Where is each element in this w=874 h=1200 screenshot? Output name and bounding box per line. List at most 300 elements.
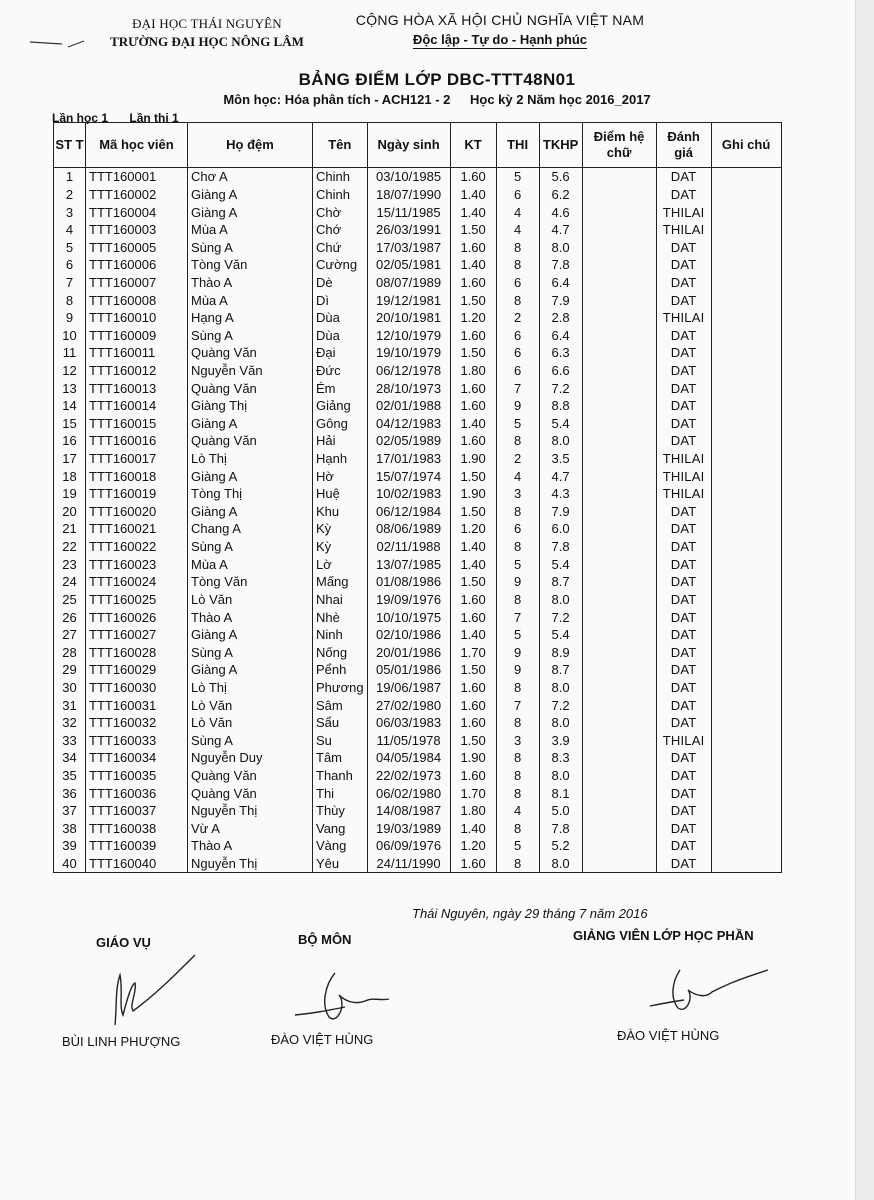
cell-birthdate: 04/05/1984 xyxy=(367,749,450,767)
table-row xyxy=(54,538,782,556)
cell-thi: 6 xyxy=(496,274,539,292)
cell-tkhp: 8.7 xyxy=(539,573,582,591)
cell-student-id: TTT160008 xyxy=(86,291,188,309)
cell-stt: 34 xyxy=(54,749,86,767)
cell-birthdate: 06/12/1984 xyxy=(367,503,450,521)
cell-letter-grade xyxy=(582,626,656,644)
table-row xyxy=(54,696,782,714)
cell-notes xyxy=(711,855,781,873)
cell-kt: 1.40 xyxy=(450,203,496,221)
cell-first-name: Dùa xyxy=(313,309,368,327)
cell-thi: 6 xyxy=(496,186,539,204)
role-department: BỘ MÔN xyxy=(298,932,352,947)
table-row xyxy=(54,309,782,327)
cell-stt: 26 xyxy=(54,608,86,626)
cell-kt: 1.20 xyxy=(450,309,496,327)
cell-stt: 37 xyxy=(54,802,86,820)
cell-letter-grade xyxy=(582,643,656,661)
cell-kt: 1.80 xyxy=(450,362,496,380)
study-attempt: Lần học 1 xyxy=(52,111,109,125)
cell-evaluation: DAT xyxy=(656,591,711,609)
cell-first-name: Hạnh xyxy=(313,450,368,468)
cell-thi: 3 xyxy=(496,485,539,503)
cell-notes xyxy=(711,732,781,750)
cell-middle-name: Giàng Thị xyxy=(188,397,313,415)
cell-birthdate: 27/02/1980 xyxy=(367,696,450,714)
cell-evaluation: DAT xyxy=(656,520,711,538)
table-row xyxy=(54,784,782,802)
cell-stt: 31 xyxy=(54,696,86,714)
cell-stt: 6 xyxy=(54,256,86,274)
cell-first-name: Vàng xyxy=(313,837,368,855)
table-row xyxy=(54,415,782,433)
table-row xyxy=(54,432,782,450)
cell-evaluation: THILAI xyxy=(656,485,711,503)
cell-stt: 14 xyxy=(54,397,86,415)
cell-middle-name: Giàng A xyxy=(188,467,313,485)
col-header-stt: ST T xyxy=(54,123,86,168)
grades-table xyxy=(53,122,782,873)
cell-stt: 36 xyxy=(54,784,86,802)
cell-evaluation: DAT xyxy=(656,186,711,204)
cell-letter-grade xyxy=(582,415,656,433)
cell-evaluation: DAT xyxy=(656,238,711,256)
cell-kt: 1.90 xyxy=(450,749,496,767)
cell-student-id: TTT160004 xyxy=(86,203,188,221)
table-row xyxy=(54,855,782,873)
table-row xyxy=(54,467,782,485)
cell-first-name: Dì xyxy=(313,291,368,309)
table-row xyxy=(54,714,782,732)
cell-birthdate: 22/02/1973 xyxy=(367,767,450,785)
semester-label: Học kỳ 2 Năm học 2016_2017 xyxy=(469,92,651,107)
cell-stt: 13 xyxy=(54,379,86,397)
cell-stt: 27 xyxy=(54,626,86,644)
cell-middle-name: Chang A xyxy=(188,520,313,538)
cell-evaluation: DAT xyxy=(656,679,711,697)
cell-thi: 3 xyxy=(496,732,539,750)
cell-first-name: Pểnh xyxy=(313,661,368,679)
cell-first-name: Su xyxy=(313,732,368,750)
cell-student-id: TTT160013 xyxy=(86,379,188,397)
cell-letter-grade xyxy=(582,573,656,591)
cell-thi: 4 xyxy=(496,221,539,239)
cell-tkhp: 8.3 xyxy=(539,749,582,767)
cell-stt: 32 xyxy=(54,714,86,732)
signature-academic xyxy=(95,945,215,1035)
cell-evaluation: THILAI xyxy=(656,732,711,750)
table-row xyxy=(54,344,782,362)
cell-tkhp: 4.7 xyxy=(539,467,582,485)
cell-first-name: Hờ xyxy=(313,467,368,485)
cell-stt: 24 xyxy=(54,573,86,591)
table-row xyxy=(54,555,782,573)
cell-first-name: Thanh xyxy=(313,767,368,785)
cell-letter-grade xyxy=(582,591,656,609)
cell-kt: 1.90 xyxy=(450,450,496,468)
cell-kt: 1.40 xyxy=(450,186,496,204)
cell-birthdate: 10/02/1983 xyxy=(367,485,450,503)
cell-evaluation: THILAI xyxy=(656,467,711,485)
cell-birthdate: 01/08/1986 xyxy=(367,573,450,591)
cell-first-name: Yêu xyxy=(313,855,368,873)
cell-student-id: TTT160035 xyxy=(86,767,188,785)
table-row xyxy=(54,749,782,767)
cell-kt: 1.90 xyxy=(450,485,496,503)
cell-kt: 1.50 xyxy=(450,732,496,750)
col-header-student-id: Mã học viên xyxy=(86,123,188,168)
cell-thi: 8 xyxy=(496,784,539,802)
cell-evaluation: DAT xyxy=(656,784,711,802)
cell-thi: 6 xyxy=(496,344,539,362)
cell-birthdate: 18/07/1990 xyxy=(367,186,450,204)
cell-middle-name: Sùng A xyxy=(188,238,313,256)
cell-tkhp: 6.3 xyxy=(539,344,582,362)
cell-thi: 9 xyxy=(496,397,539,415)
cell-first-name: Chứ xyxy=(313,238,368,256)
table-row xyxy=(54,608,782,626)
cell-kt: 1.60 xyxy=(450,591,496,609)
cell-middle-name: Lò Thị xyxy=(188,679,313,697)
cell-birthdate: 26/03/1991 xyxy=(367,221,450,239)
cell-kt: 1.40 xyxy=(450,626,496,644)
cell-birthdate: 05/01/1986 xyxy=(367,661,450,679)
cell-middle-name: Quàng Văn xyxy=(188,784,313,802)
republic-header xyxy=(350,12,650,49)
cell-tkhp: 4.3 xyxy=(539,485,582,503)
table-row xyxy=(54,291,782,309)
table-row xyxy=(54,362,782,380)
cell-tkhp: 8.0 xyxy=(539,432,582,450)
cell-stt: 9 xyxy=(54,309,86,327)
cell-thi: 8 xyxy=(496,820,539,838)
cell-notes xyxy=(711,186,781,204)
cell-first-name: Ém xyxy=(313,379,368,397)
cell-stt: 29 xyxy=(54,661,86,679)
cell-evaluation: DAT xyxy=(656,415,711,433)
cell-student-id: TTT160025 xyxy=(86,591,188,609)
cell-student-id: TTT160016 xyxy=(86,432,188,450)
cell-middle-name: Mùa A xyxy=(188,291,313,309)
cell-tkhp: 5.4 xyxy=(539,626,582,644)
cell-student-id: TTT160010 xyxy=(86,309,188,327)
cell-evaluation: DAT xyxy=(656,767,711,785)
cell-letter-grade xyxy=(582,485,656,503)
cell-kt: 1.60 xyxy=(450,168,496,186)
cell-student-id: TTT160015 xyxy=(86,415,188,433)
cell-tkhp: 6.4 xyxy=(539,326,582,344)
cell-first-name: Lờ xyxy=(313,555,368,573)
cell-tkhp: 8.0 xyxy=(539,238,582,256)
cell-notes xyxy=(711,538,781,556)
cell-thi: 9 xyxy=(496,573,539,591)
cell-thi: 4 xyxy=(496,467,539,485)
cell-tkhp: 8.0 xyxy=(539,767,582,785)
cell-notes xyxy=(711,520,781,538)
cell-first-name: Chớ xyxy=(313,221,368,239)
cell-middle-name: Giàng A xyxy=(188,661,313,679)
cell-first-name: Thùy xyxy=(313,802,368,820)
cell-first-name: Huệ xyxy=(313,485,368,503)
cell-thi: 9 xyxy=(496,661,539,679)
cell-tkhp: 2.8 xyxy=(539,309,582,327)
cell-thi: 6 xyxy=(496,362,539,380)
cell-first-name: Nhè xyxy=(313,608,368,626)
cell-middle-name: Nguyễn Thị xyxy=(188,855,313,873)
cell-student-id: TTT160022 xyxy=(86,538,188,556)
cell-notes xyxy=(711,485,781,503)
cell-evaluation: DAT xyxy=(656,291,711,309)
cell-birthdate: 17/03/1987 xyxy=(367,238,450,256)
page-edge xyxy=(855,0,874,1200)
cell-letter-grade xyxy=(582,168,656,186)
table-row xyxy=(54,238,782,256)
cell-middle-name: Vừ A xyxy=(188,820,313,838)
cell-stt: 4 xyxy=(54,221,86,239)
cell-notes xyxy=(711,450,781,468)
table-row xyxy=(54,485,782,503)
cell-kt: 1.60 xyxy=(450,379,496,397)
cell-notes xyxy=(711,432,781,450)
cell-letter-grade xyxy=(582,837,656,855)
cell-stt: 20 xyxy=(54,503,86,521)
cell-middle-name: Mùa A xyxy=(188,221,313,239)
cell-evaluation: DAT xyxy=(656,626,711,644)
cell-stt: 18 xyxy=(54,467,86,485)
cell-thi: 5 xyxy=(496,626,539,644)
cell-evaluation: DAT xyxy=(656,379,711,397)
table-header-row xyxy=(54,123,782,168)
cell-birthdate: 28/10/1973 xyxy=(367,379,450,397)
cell-middle-name: Tòng Văn xyxy=(188,256,313,274)
cell-middle-name: Mùa A xyxy=(188,555,313,573)
cell-letter-grade xyxy=(582,362,656,380)
cell-student-id: TTT160002 xyxy=(86,186,188,204)
cell-thi: 9 xyxy=(496,643,539,661)
cell-student-id: TTT160040 xyxy=(86,855,188,873)
cell-letter-grade xyxy=(582,309,656,327)
cell-birthdate: 02/11/1988 xyxy=(367,538,450,556)
cell-letter-grade xyxy=(582,291,656,309)
cell-middle-name: Tòng Văn xyxy=(188,573,313,591)
cell-evaluation: DAT xyxy=(656,573,711,591)
cell-stt: 28 xyxy=(54,643,86,661)
cell-tkhp: 4.7 xyxy=(539,221,582,239)
cell-notes xyxy=(711,679,781,697)
cell-stt: 33 xyxy=(54,732,86,750)
cell-notes xyxy=(711,714,781,732)
cell-middle-name: Quàng Văn xyxy=(188,432,313,450)
cell-first-name: Kỳ xyxy=(313,520,368,538)
signer-lecturer: ĐÀO VIỆT HÙNG xyxy=(617,1028,720,1043)
cell-thi: 8 xyxy=(496,291,539,309)
cell-kt: 1.60 xyxy=(450,767,496,785)
cell-first-name: Chờ xyxy=(313,203,368,221)
col-header-thi: THI xyxy=(496,123,539,168)
cell-evaluation: DAT xyxy=(656,503,711,521)
cell-first-name: Dùa xyxy=(313,326,368,344)
role-academic: GIÁO VỤ xyxy=(96,935,151,950)
cell-stt: 25 xyxy=(54,591,86,609)
cell-stt: 5 xyxy=(54,238,86,256)
cell-evaluation: DAT xyxy=(656,714,711,732)
cell-letter-grade xyxy=(582,467,656,485)
cell-evaluation: DAT xyxy=(656,837,711,855)
table-row xyxy=(54,397,782,415)
cell-student-id: TTT160036 xyxy=(86,784,188,802)
col-header-first-name: Tên xyxy=(313,123,368,168)
table-row xyxy=(54,732,782,750)
cell-middle-name: Hạng A xyxy=(188,309,313,327)
cell-birthdate: 06/09/1976 xyxy=(367,837,450,855)
cell-thi: 8 xyxy=(496,238,539,256)
cell-middle-name: Nguyễn Văn xyxy=(188,362,313,380)
cell-tkhp: 5.4 xyxy=(539,555,582,573)
cell-middle-name: Giàng A xyxy=(188,186,313,204)
table-row xyxy=(54,626,782,644)
cell-birthdate: 17/01/1983 xyxy=(367,450,450,468)
cell-evaluation: DAT xyxy=(656,432,711,450)
cell-evaluation: DAT xyxy=(656,855,711,873)
cell-birthdate: 02/10/1986 xyxy=(367,626,450,644)
cell-tkhp: 8.8 xyxy=(539,397,582,415)
cell-student-id: TTT160038 xyxy=(86,820,188,838)
cell-middle-name: Tòng Thị xyxy=(188,485,313,503)
cell-student-id: TTT160009 xyxy=(86,326,188,344)
cell-thi: 6 xyxy=(496,326,539,344)
cell-middle-name: Thào A xyxy=(188,608,313,626)
cell-tkhp: 4.6 xyxy=(539,203,582,221)
cell-birthdate: 24/11/1990 xyxy=(367,855,450,873)
cell-letter-grade xyxy=(582,855,656,873)
cell-notes xyxy=(711,203,781,221)
cell-letter-grade xyxy=(582,538,656,556)
cell-notes xyxy=(711,555,781,573)
cell-thi: 2 xyxy=(496,309,539,327)
cell-letter-grade xyxy=(582,661,656,679)
cell-thi: 5 xyxy=(496,837,539,855)
cell-first-name: Thi xyxy=(313,784,368,802)
cell-stt: 30 xyxy=(54,679,86,697)
cell-middle-name: Nguyễn Duy xyxy=(188,749,313,767)
cell-evaluation: THILAI xyxy=(656,221,711,239)
cell-stt: 22 xyxy=(54,538,86,556)
cell-birthdate: 19/10/1979 xyxy=(367,344,450,362)
cell-notes xyxy=(711,379,781,397)
place-date: Thái Nguyên, ngày 29 tháng 7 năm 2016 xyxy=(412,906,648,921)
cell-evaluation: DAT xyxy=(656,661,711,679)
cell-kt: 1.80 xyxy=(450,802,496,820)
cell-stt: 11 xyxy=(54,344,86,362)
cell-birthdate: 02/05/1989 xyxy=(367,432,450,450)
cell-tkhp: 3.5 xyxy=(539,450,582,468)
grades-table-body xyxy=(54,168,782,873)
signature-department xyxy=(285,965,425,1035)
table-row xyxy=(54,168,782,186)
cell-tkhp: 6.0 xyxy=(539,520,582,538)
cell-tkhp: 6.2 xyxy=(539,186,582,204)
cell-student-id: TTT160011 xyxy=(86,344,188,362)
cell-tkhp: 7.2 xyxy=(539,608,582,626)
cell-birthdate: 14/08/1987 xyxy=(367,802,450,820)
cell-letter-grade xyxy=(582,820,656,838)
cell-first-name: Gông xyxy=(313,415,368,433)
cell-birthdate: 19/09/1976 xyxy=(367,591,450,609)
cell-kt: 1.60 xyxy=(450,714,496,732)
table-row xyxy=(54,643,782,661)
cell-first-name: Sẩu xyxy=(313,714,368,732)
cell-thi: 8 xyxy=(496,591,539,609)
cell-thi: 5 xyxy=(496,168,539,186)
cell-birthdate: 13/07/1985 xyxy=(367,555,450,573)
pen-stroke-mark xyxy=(28,38,88,50)
cell-notes xyxy=(711,326,781,344)
cell-tkhp: 5.0 xyxy=(539,802,582,820)
signer-academic: BÙI LINH PHƯỢNG xyxy=(62,1034,181,1049)
cell-evaluation: DAT xyxy=(656,362,711,380)
cell-thi: 8 xyxy=(496,256,539,274)
cell-letter-grade xyxy=(582,679,656,697)
table-row xyxy=(54,221,782,239)
cell-evaluation: THILAI xyxy=(656,450,711,468)
cell-student-id: TTT160001 xyxy=(86,168,188,186)
cell-student-id: TTT160029 xyxy=(86,661,188,679)
signature-lecturer xyxy=(640,962,780,1032)
cell-notes xyxy=(711,820,781,838)
cell-kt: 1.60 xyxy=(450,679,496,697)
cell-letter-grade xyxy=(582,608,656,626)
cell-first-name: Chinh xyxy=(313,186,368,204)
cell-kt: 1.20 xyxy=(450,837,496,855)
cell-stt: 8 xyxy=(54,291,86,309)
cell-letter-grade xyxy=(582,326,656,344)
cell-student-id: TTT160014 xyxy=(86,397,188,415)
cell-evaluation: DAT xyxy=(656,643,711,661)
cell-letter-grade xyxy=(582,432,656,450)
cell-stt: 35 xyxy=(54,767,86,785)
cell-birthdate: 10/10/1975 xyxy=(367,608,450,626)
exam-attempt: Lần thi 1 xyxy=(129,111,179,125)
cell-letter-grade xyxy=(582,379,656,397)
cell-birthdate: 12/10/1979 xyxy=(367,326,450,344)
cell-stt: 21 xyxy=(54,520,86,538)
cell-evaluation: THILAI xyxy=(656,203,711,221)
cell-middle-name: Lò Văn xyxy=(188,696,313,714)
cell-tkhp: 8.9 xyxy=(539,643,582,661)
cell-stt: 17 xyxy=(54,450,86,468)
table-row xyxy=(54,520,782,538)
cell-letter-grade xyxy=(582,749,656,767)
cell-evaluation: DAT xyxy=(656,538,711,556)
cell-kt: 1.40 xyxy=(450,555,496,573)
cell-tkhp: 8.0 xyxy=(539,714,582,732)
cell-thi: 8 xyxy=(496,767,539,785)
cell-first-name: Phương xyxy=(313,679,368,697)
institution-header xyxy=(92,16,322,50)
cell-kt: 1.60 xyxy=(450,397,496,415)
cell-thi: 4 xyxy=(496,802,539,820)
cell-kt: 1.60 xyxy=(450,608,496,626)
cell-notes xyxy=(711,784,781,802)
cell-tkhp: 5.4 xyxy=(539,415,582,433)
cell-evaluation: DAT xyxy=(656,820,711,838)
cell-birthdate: 08/06/1989 xyxy=(367,520,450,538)
cell-first-name: Nống xyxy=(313,643,368,661)
cell-student-id: TTT160033 xyxy=(86,732,188,750)
cell-letter-grade xyxy=(582,397,656,415)
cell-evaluation: DAT xyxy=(656,168,711,186)
cell-notes xyxy=(711,309,781,327)
